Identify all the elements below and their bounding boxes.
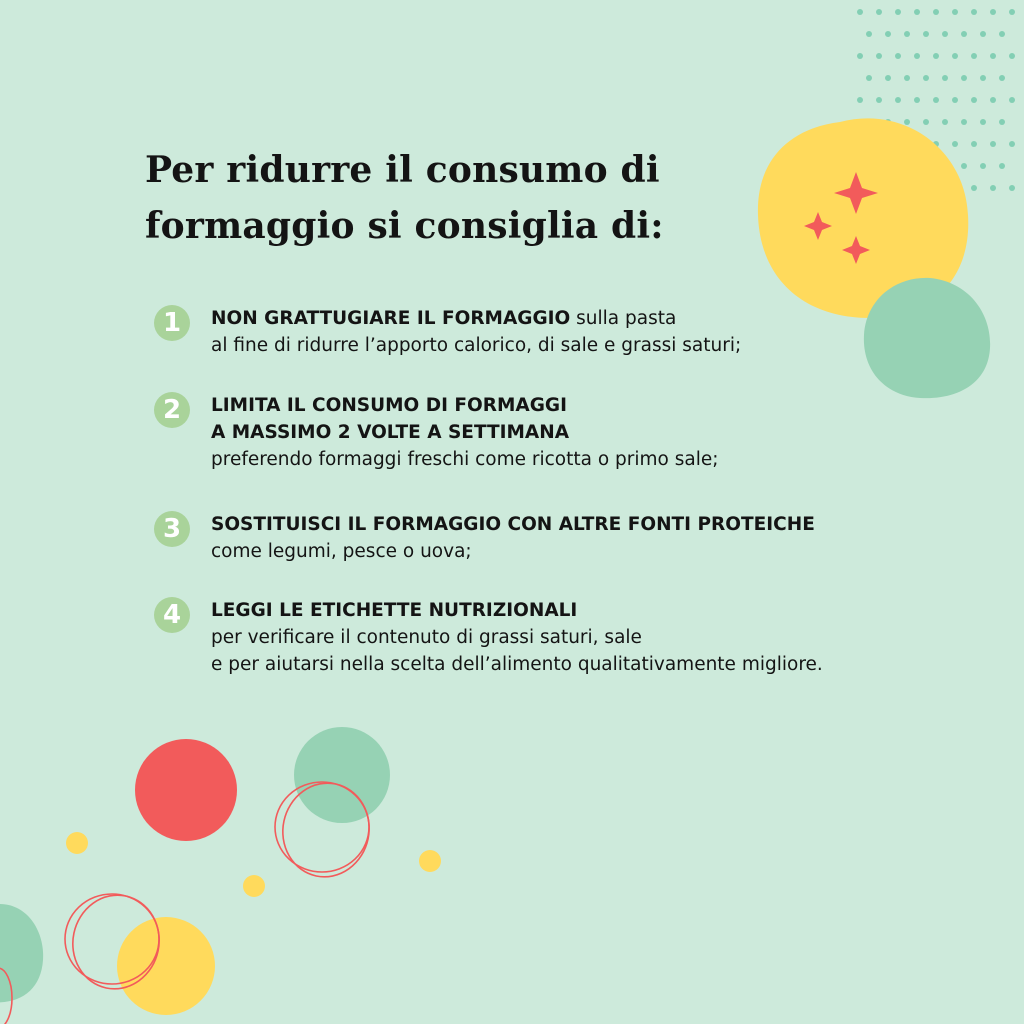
pattern-dot [990,141,996,147]
pattern-dot [885,75,891,81]
item-heading: LEGGI LE ETICHETTE NUTRIZIONALI [211,600,578,621]
pattern-dot [952,53,958,59]
item-heading: LIMITA IL CONSUMO DI FORMAGGI [211,395,567,416]
pattern-dot [923,31,929,37]
yellow-dot [419,850,441,872]
pattern-dot [914,97,920,103]
yellow-dot [243,875,265,897]
item-text [211,305,971,359]
pattern-dot [961,119,967,125]
pattern-dot [876,9,882,15]
item-text [211,392,971,473]
pattern-dot [961,75,967,81]
pattern-dot [1009,185,1015,191]
pattern-dot [961,163,967,169]
item-text [211,511,971,565]
number-badge: 4 [154,597,190,633]
pattern-dot [895,97,901,103]
pattern-dot [971,9,977,15]
pattern-dot [980,31,986,37]
pattern-dot [933,53,939,59]
pattern-dot [980,75,986,81]
item-heading: SOSTITUISCI IL FORMAGGIO CON ALTRE FONTI PROTEICHE [211,514,815,535]
pattern-dot [999,119,1005,125]
pattern-dot [866,75,872,81]
pattern-dot [1009,9,1015,15]
pattern-dot [895,9,901,15]
pattern-dot [876,97,882,103]
pattern-dot [971,141,977,147]
pattern-dot [942,31,948,37]
pattern-dot [866,31,872,37]
pattern-dot [923,119,929,125]
pattern-dot [857,53,863,59]
pattern-dot [971,185,977,191]
pattern-dot [857,97,863,103]
pattern-dot [961,31,967,37]
pattern-dot [904,119,910,125]
item-text [211,597,971,678]
pattern-dot [904,75,910,81]
pattern-dot [933,9,939,15]
pattern-dot [942,119,948,125]
pattern-dot [990,97,996,103]
number-badge: 1 [154,305,190,341]
title-line: formaggio si consiglia di: [145,205,664,247]
pattern-dot [942,75,948,81]
pattern-dot [914,53,920,59]
pattern-dot [980,163,986,169]
pattern-dot [904,31,910,37]
item-description: come legumi, pesce o uova; [211,541,472,562]
pattern-dot [971,53,977,59]
item-heading: NON GRATTUGIARE IL FORMAGGIO sulla pasta [211,308,677,329]
pattern-dot [971,97,977,103]
pattern-dot [999,31,1005,37]
pattern-dot [895,53,901,59]
yellow-circle-bottom [117,917,215,1015]
pattern-dot [1009,141,1015,147]
pattern-dot [923,75,929,81]
page-title [145,142,664,254]
yellow-dot [66,832,88,854]
pattern-dot [990,185,996,191]
item-description: preferendo formaggi freschi come ricotta o primo sale; [211,449,719,470]
item-heading: A MASSIMO 2 VOLTE A SETTIMANA [211,422,570,443]
number-badge: 3 [154,511,190,547]
pattern-dot [885,31,891,37]
red-circle [135,739,237,841]
pattern-dot [914,9,920,15]
green-circle-bottom [294,727,390,823]
pattern-dot [999,75,1005,81]
number-badge: 2 [154,392,190,428]
pattern-dot [857,9,863,15]
pattern-dot [999,163,1005,169]
item-description: e per aiutarsi nella scelta dell’alimento qualitativamente migliore. [211,654,823,675]
pattern-dot [990,9,996,15]
pattern-dot [933,97,939,103]
pattern-dot [952,9,958,15]
pattern-dot [1009,97,1015,103]
pattern-dot [952,97,958,103]
green-blob-bottom-left [0,904,43,1002]
title-line: Per ridurre il consumo di [145,149,660,191]
pattern-dot [952,141,958,147]
pattern-dot [1009,53,1015,59]
item-description: al fine di ridurre l’apporto calorico, di sale e grassi saturi; [211,335,742,356]
pattern-dot [990,53,996,59]
pattern-dot [876,53,882,59]
pattern-dot [980,119,986,125]
item-description: per verificare il contenuto di grassi saturi, sale [211,627,642,648]
